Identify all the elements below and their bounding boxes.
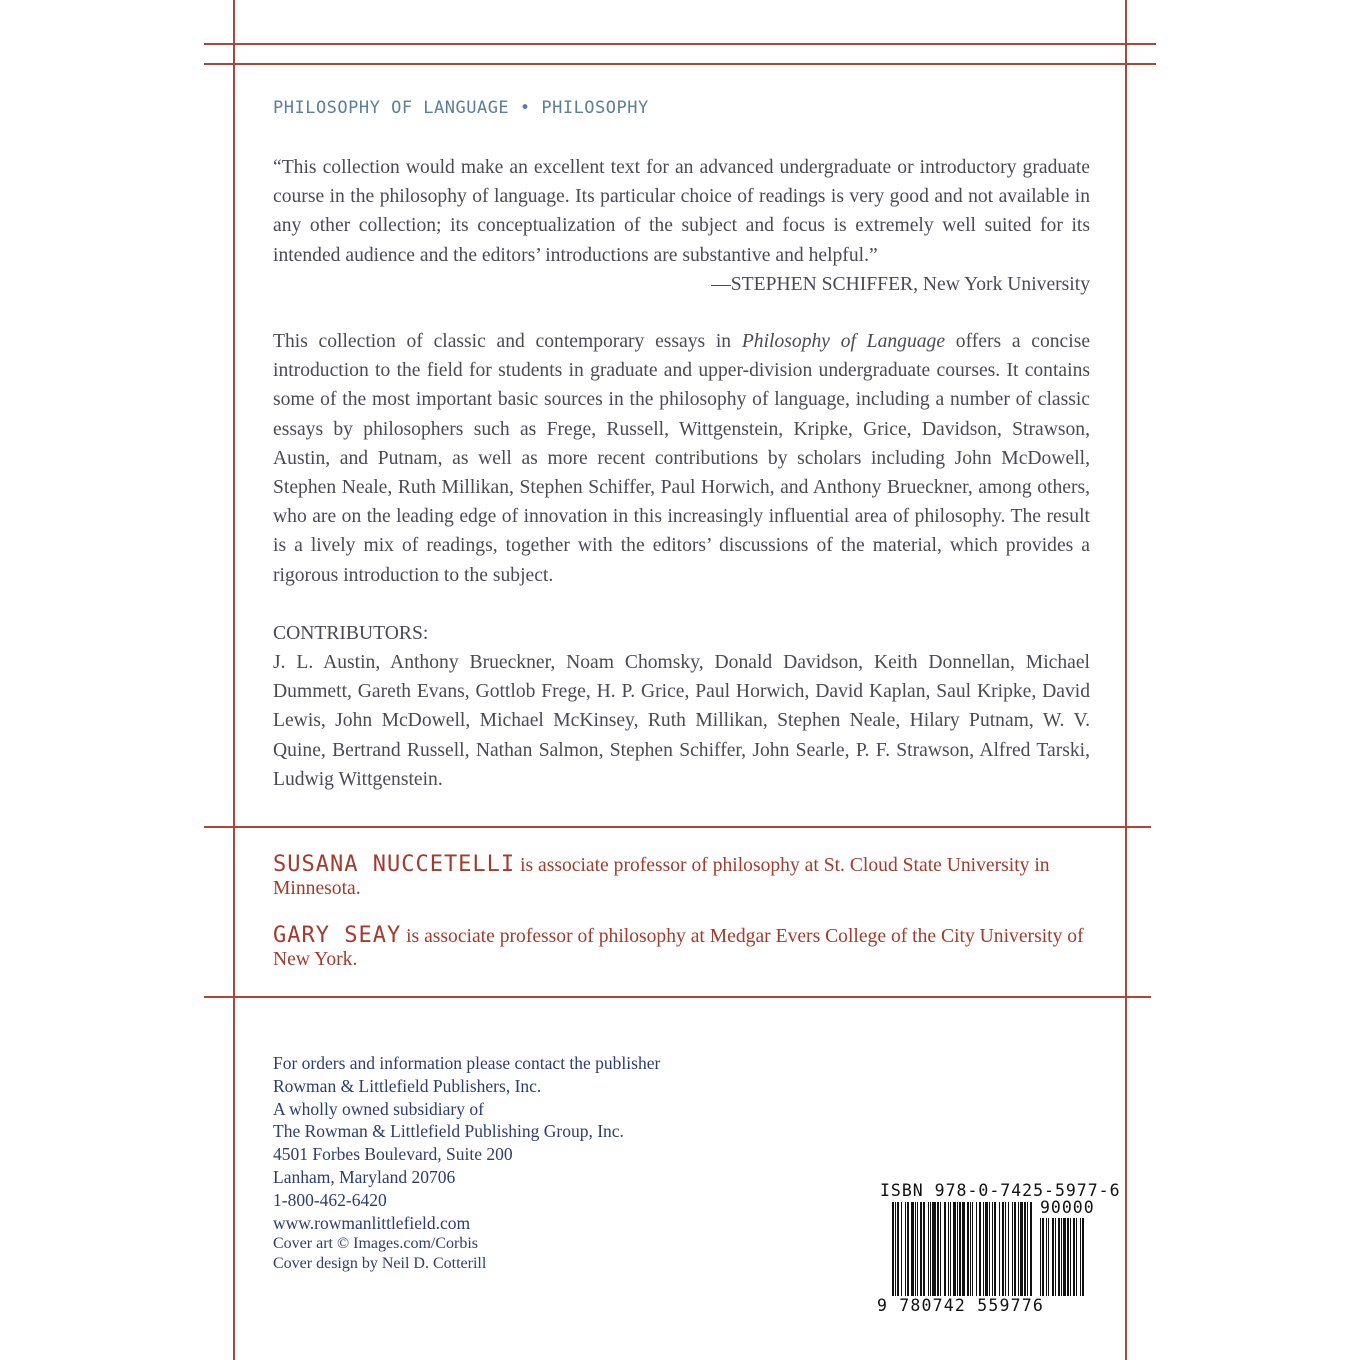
publisher-info — [273, 1052, 660, 1274]
book-title: Philosophy of Language — [741, 331, 946, 352]
author-name: GARY SEAY — [273, 923, 402, 948]
cover-design-credit: Cover design by Neil D. Cotterill — [273, 1255, 487, 1273]
publisher-phone: 1-800-462-6420 — [273, 1189, 387, 1210]
author-bio-text: is associate professor of philosophy at St. Cloud State University in Minnesota. — [273, 855, 1050, 899]
quote-text: “This collection would make an excellent text for an advanced undergraduate or introductory graduate course in the philosophy of language. Its particular choice of readings is very good and not available in any other collection; its conceptualization of the subject and focus is extremely well suited for its intended audience and the editors’ introductions are substantive and helpful.” — [273, 157, 1090, 266]
price-addon-digits: 90000 — [1040, 1198, 1095, 1217]
publisher-name: Rowman & Littlefield Publishers, Inc. — [273, 1075, 542, 1096]
publisher-website: www.rowmanlittlefield.com — [273, 1212, 471, 1233]
right-vertical-rule — [1125, 0, 1127, 1360]
author-bio-text: is associate professor of philosophy at Medgar Evers College of the City University of New York. — [273, 926, 1084, 970]
bio-bottom-rule — [204, 996, 1151, 998]
publisher-city: Lanham, Maryland 20706 — [273, 1166, 456, 1187]
cover-art-credit: Cover art © Images.com/Corbis — [273, 1235, 478, 1253]
barcode-digits: 9 780742 559776 — [877, 1296, 1045, 1315]
isbn-label: ISBN 978-0-7425-5977-6 — [880, 1181, 1121, 1200]
bio-top-rule — [204, 826, 1151, 828]
contributors-heading: CONTRIBUTORS: — [273, 623, 429, 644]
left-vertical-rule — [233, 0, 235, 1360]
barcode-icon — [892, 1202, 1034, 1296]
author-bio — [273, 853, 1090, 900]
review-quote — [273, 153, 1090, 299]
author-name: SUSANA NUCCETELLI — [273, 852, 516, 877]
description-lead: This collection of classic and contemporary essays in — [273, 331, 742, 352]
description-body: offers a concise introduction to the field for students in graduate and upper-division undergraduate courses. It contains some of the most important basic sources in the philosophy of language, including a number of classic essays by philosophers such as Frege, Russell, Wittgenstein, Kripke, Grice, Davidson, Strawson, Austin, and Putnam, as well as more recent contributions by scholars including John McDowell, Stephen Neale, Ruth Millikan, Stephen Schiffer, Paul Horwich, and Anthony Brueckner, among others, who are on the leading edge of innovation in this increasingly influential area of philosophy. The result is a lively mix of readings, together with the editors’ discussions of the material, which provides a rigorous introduction to the subject. — [273, 331, 1091, 586]
top-rule-2 — [204, 63, 1156, 65]
book-description — [273, 327, 1090, 590]
author-bio — [273, 924, 1090, 971]
publisher-address: 4501 Forbes Boulevard, Suite 200 — [273, 1144, 513, 1165]
quote-attribution: —STEPHEN SCHIFFER, New York University — [711, 273, 1090, 295]
publisher-group: The Rowman & Littlefield Publishing Group, Inc. — [273, 1121, 624, 1142]
publisher-contact: For orders and information please contact the publisher — [273, 1053, 661, 1073]
category-label: PHILOSOPHY OF LANGUAGE • PHILOSOPHY — [273, 98, 649, 118]
contributors-list: J. L. Austin, Anthony Brueckner, Noam Chomsky, Donald Davidson, Keith Donnellan, Michael Dummett, Gareth Evans, Gottlob Frege, H. P. Grice, Paul Horwich, David Kaplan, Saul Kripke, David Lewis, John McDowell, Michael McKinsey, Ruth Millikan, Stephen Neale, Hilary Putnam, W. V. Quine, Bertrand Russell, Nathan Salmon, Stephen Schiffer, John Searle, P. F. Strawson, Alfred Tarski, Ludwig Wittgenstein. — [273, 652, 1090, 790]
addon-barcode-icon — [1040, 1218, 1110, 1296]
publisher-subsidiary: A wholly owned subsidiary of — [273, 1098, 484, 1119]
top-rule-1 — [204, 43, 1156, 45]
